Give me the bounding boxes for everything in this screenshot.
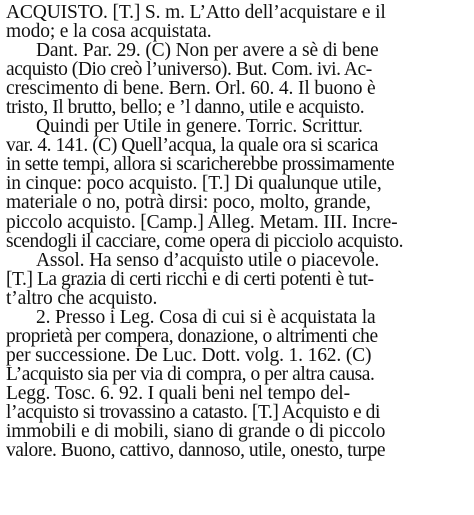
- entry-line: crescimento di bene. Bern. Orl. 60. 4. Il buono è: [6, 78, 376, 100]
- entry-line: l’acquisto si trovassino a catasto. [T.] Acquisto e di: [6, 401, 380, 423]
- entry-line: Assol. Ha senso d’acquisto utile o piacevole.: [36, 249, 380, 271]
- entry-line: materiale o no, potrà dirsi: poco, molto, grande,: [6, 192, 371, 214]
- entry-line: scendogli il cacciare, come opera di picciolo acquisto.: [6, 230, 404, 252]
- entry-line: var. 4. 141. (C) Quell’acqua, la quale ora si scarica: [6, 135, 378, 157]
- entry-line: Legg. Tosc. 6. 92. I quali beni nel tempo del-: [6, 382, 350, 404]
- entry-line: 2. Presso i Leg. Cosa di cui si è acquistata la: [36, 306, 376, 328]
- entry-line: proprietà per compera, donazione, o altrimenti che: [6, 325, 378, 347]
- entry-line: in cinque: poco acquisto. [T.] Di qualunque utile,: [6, 173, 382, 195]
- entry-line: acquisto (Dio creò l’universo). But. Com. ivi. Ac-: [6, 59, 372, 81]
- entry-line: L’acquisto sia per via di compra, o per altra causa.: [6, 363, 375, 385]
- entry-line: piccolo acquisto. [Camp.] Alleg. Metam. III. Incre-: [6, 211, 398, 233]
- entry-line: immobili e di mobili, siano di grande o di piccolo: [6, 421, 386, 443]
- entry-line: [T.] La grazia di certi ricchi e di certi potenti è tut-: [6, 268, 374, 290]
- entry-line: in sette tempi, allora si scaricherebbe prossimamente: [6, 154, 395, 176]
- entry-line: tristo, Il brutto, bello; e ’l danno, utile e acquisto.: [6, 97, 365, 119]
- entry-line: t’altro che acquisto.: [6, 287, 158, 309]
- entry-line: ACQUISTO. [T.] S. m. L’Atto dell’acquistare e il: [6, 2, 386, 23]
- entry-line: modo; e la cosa acquistata.: [6, 21, 212, 43]
- entry-line: Dant. Par. 29. (C) Non per avere a sè di bene: [36, 40, 379, 62]
- entry-line: per successione. De Luc. Dott. volg. 1. 162. (C): [6, 344, 372, 366]
- entry-line: Quindi per Utile in genere. Torric. Scrittur.: [36, 116, 363, 138]
- entry-line: valore. Buono, cattivo, dannoso, utile, onesto, turpe: [6, 440, 386, 462]
